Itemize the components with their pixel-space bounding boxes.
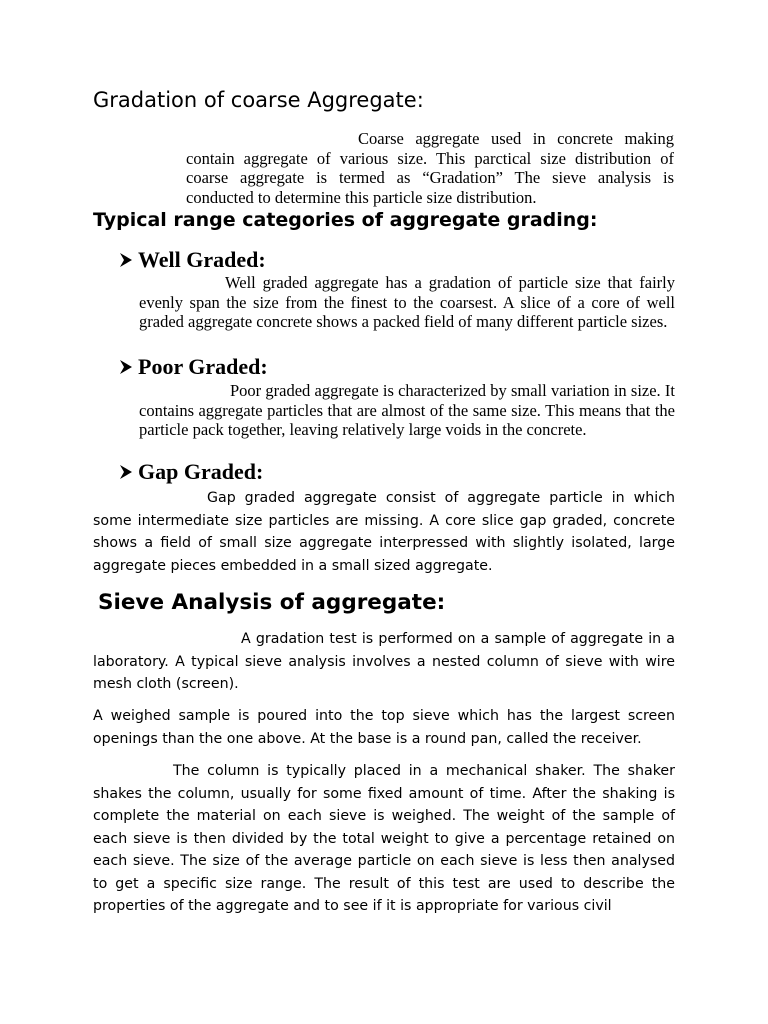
intro-paragraph: Coarse aggregate used in concrete making contain aggregate of various size. This parctical size distribution of coarse aggregate is termed as “Gradation” The sieve analysis is conducted to determine this particle size distribution. bbox=[186, 129, 674, 207]
arrow-bullet-icon bbox=[118, 247, 134, 273]
category-poor-graded-heading bbox=[118, 354, 268, 380]
heading-categories: Typical range categories of aggregate grading: bbox=[93, 209, 598, 231]
arrow-bullet-icon bbox=[118, 459, 134, 485]
category-title: Well Graded: bbox=[138, 247, 266, 272]
sieve-paragraph-2: A weighed sample is poured into the top sieve which has the largest screen openings than the one above. At the base is a round pan, called the receiver. bbox=[93, 708, 675, 747]
category-well-graded-heading bbox=[118, 247, 266, 273]
category-gap-graded-text: Gap graded aggregate consist of aggregate particle in which some intermediate size particles are missing. A core slice gap graded, concrete shows a field of small size aggregate interpressed with slightly isolated, large aggregate pieces embedded in a small sized aggregate. bbox=[93, 490, 675, 574]
heading-sieve-analysis: Sieve Analysis of aggregate: bbox=[98, 590, 446, 615]
category-title: Poor Graded: bbox=[138, 354, 268, 379]
sieve-paragraph-1: A gradation test is performed on a sample of aggregate in a laboratory. A typical sieve analysis involves a nested column of sieve with wire mesh cloth (screen). bbox=[93, 631, 675, 692]
category-gap-graded-heading bbox=[118, 459, 263, 485]
arrow-bullet-icon bbox=[118, 354, 134, 380]
category-title: Gap Graded: bbox=[138, 459, 264, 484]
category-well-graded-text: Well graded aggregate has a gradation of particle size that fairly evenly span the size from the finest to the coarsest. A slice of a core of well graded aggregate concrete shows a packed field of many different particle sizes. bbox=[139, 273, 675, 331]
heading-gradation: Gradation of coarse Aggregate: bbox=[93, 88, 424, 112]
category-poor-graded-text: Poor graded aggregate is characterized by small variation in size. It contains aggregate particles that are almost of the same size. This means that the particle pack together, leaving relatively large voids in the concrete. bbox=[139, 381, 675, 439]
sieve-paragraph-3: The column is typically placed in a mechanical shaker. The shaker shakes the column, usually for some fixed amount of time. After the shaking is complete the material on each sieve is weighed. The weight of the sample of each sieve is then divided by the total weight to give a percentage retained on each sieve. The size of the average particle on each sieve is less then analysed to get a specific size range. The result of this test are used to describe the properties of the aggregate and to see if it is appropriate for various civil bbox=[93, 763, 675, 914]
